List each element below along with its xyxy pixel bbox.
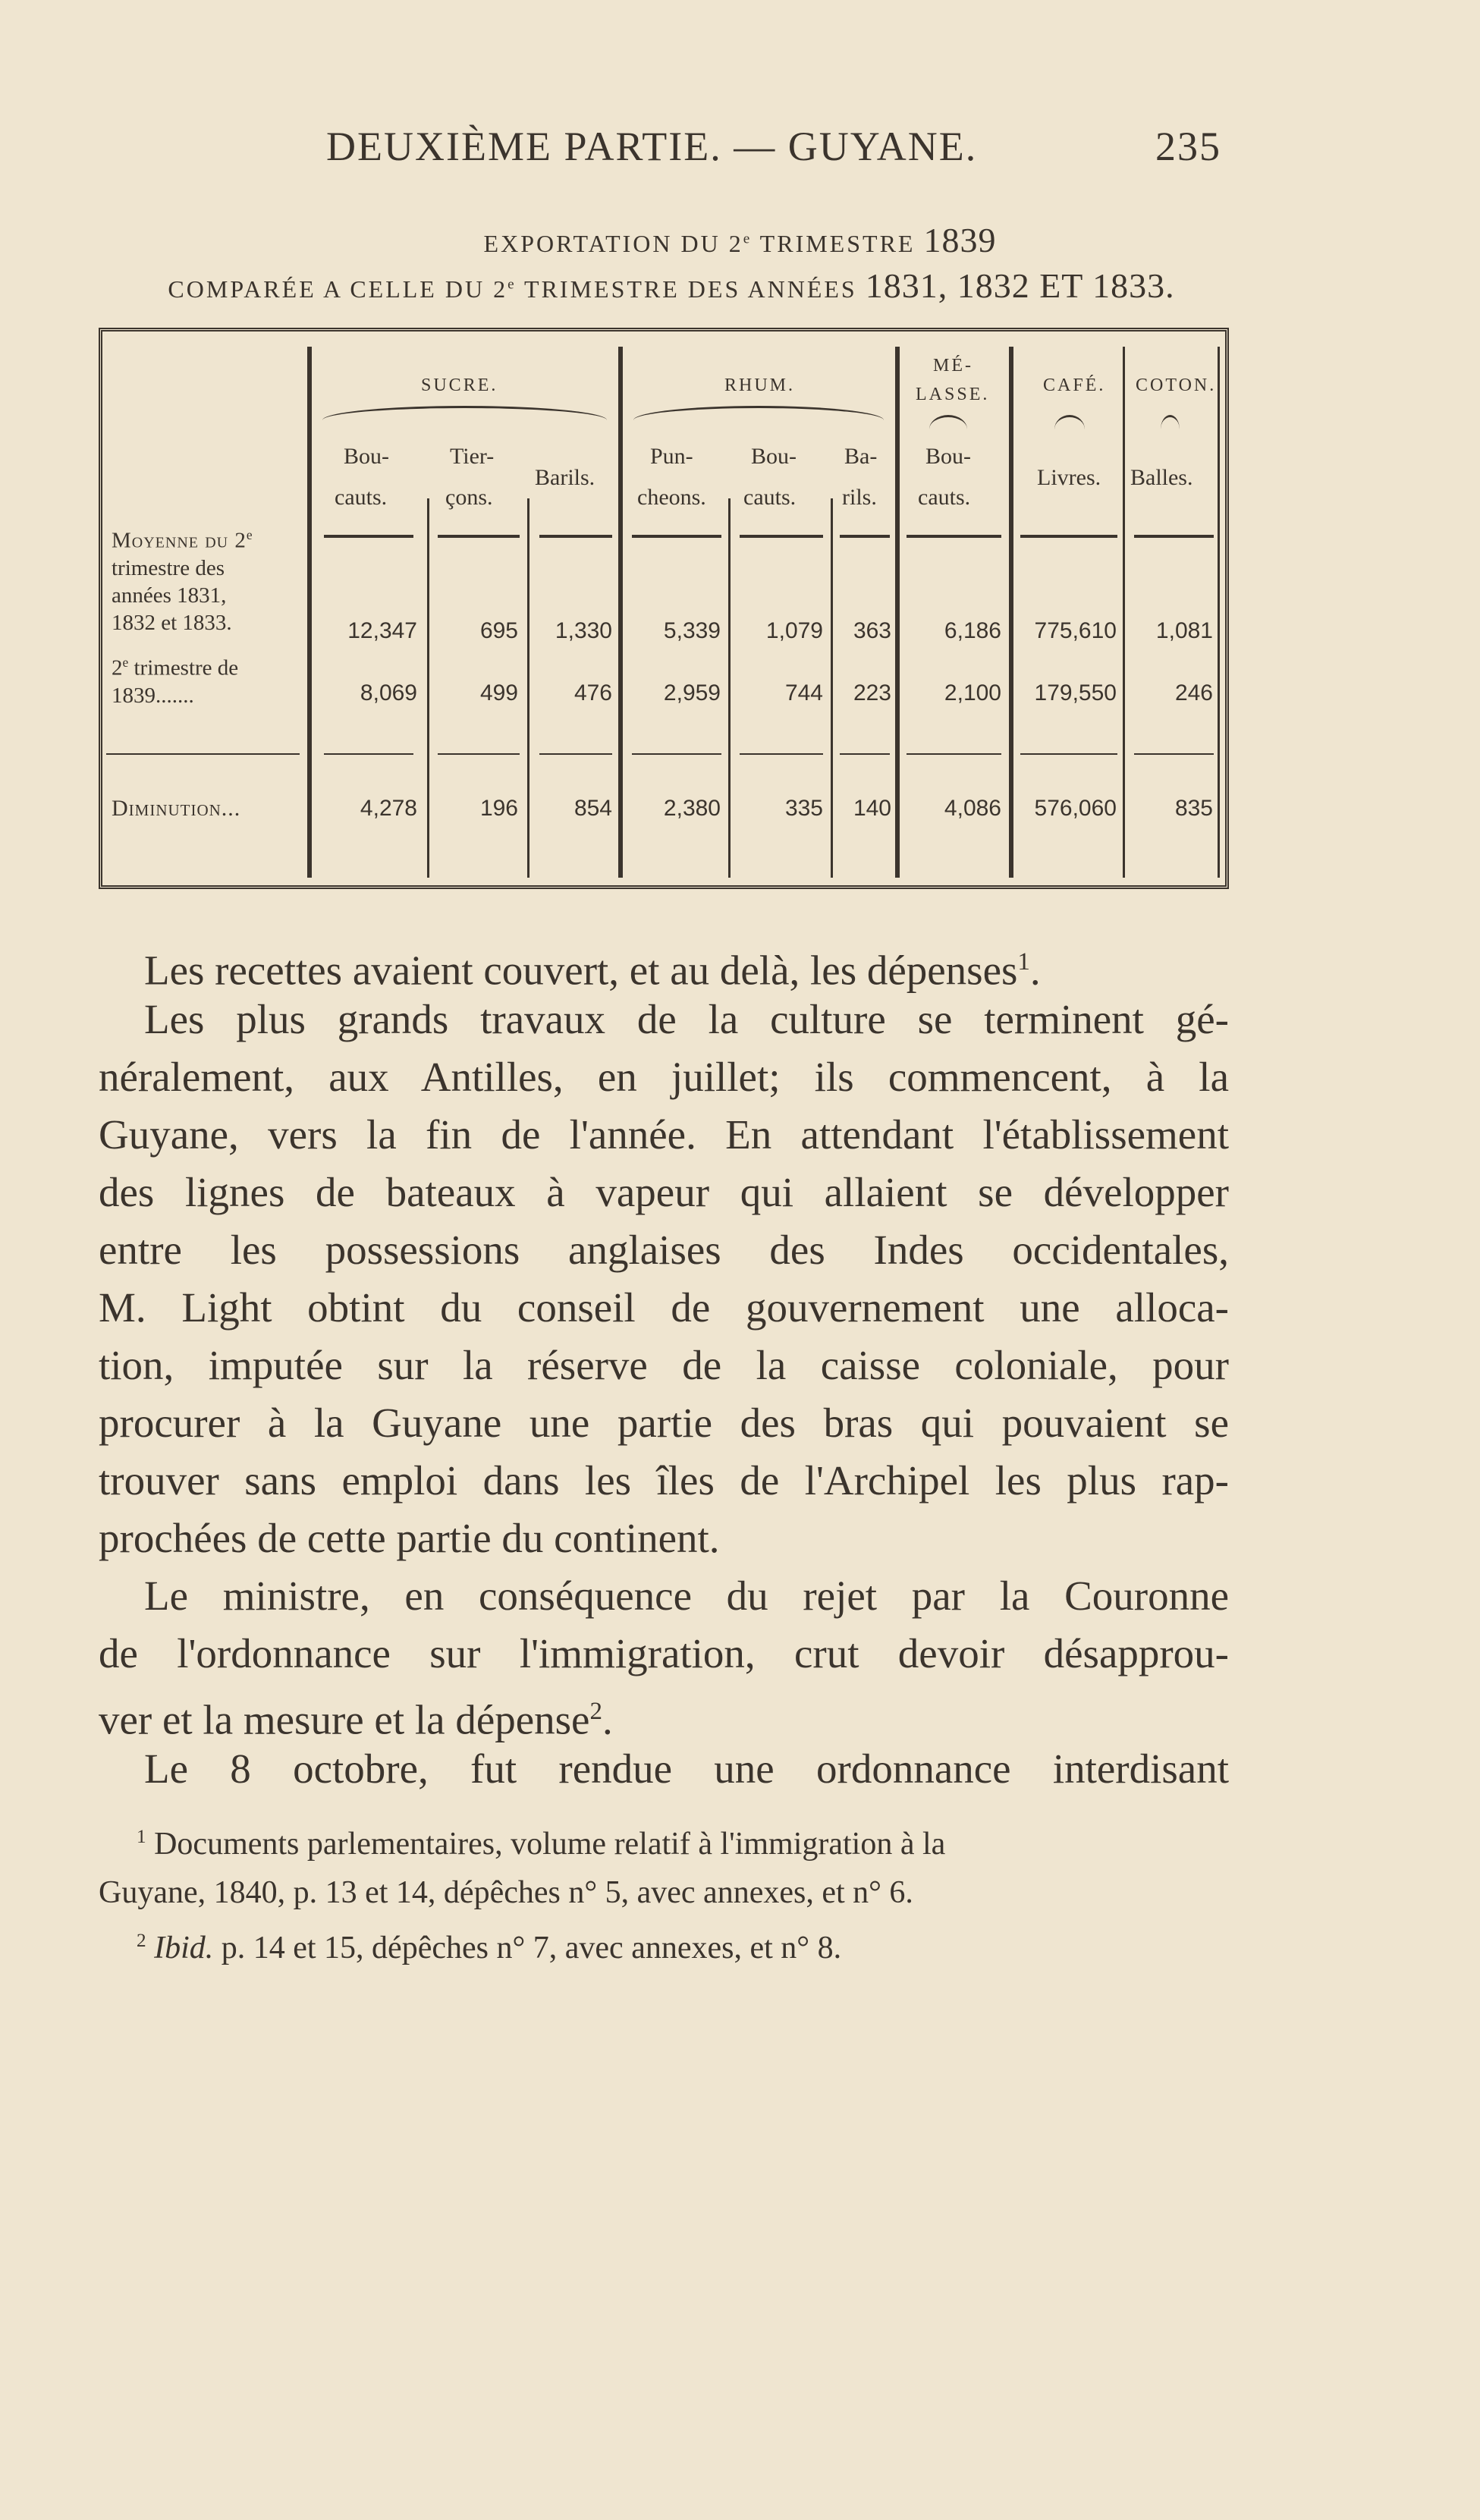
column-header: cheons. [637,485,706,510]
group-header-coton: COTON. [1136,375,1217,395]
total-rule [1134,753,1214,755]
column-rule [427,498,429,878]
total-rule [632,753,721,755]
column-header: Bou- [344,444,389,469]
footnote-mark: 2 [137,1931,146,1951]
text-line: tion, imputée sur la réserve de la caisse coloniale, pour [99,1342,1229,1388]
row-label-sup: e [122,655,129,670]
cell-1839-cafe: 179,550 [1034,680,1117,705]
group-header-sucre: SUCRE. [421,375,498,395]
cell-diminution-sucre-barils: 854 [573,796,612,821]
text-line: néralement, aux Antilles, en juillet; ils commencent, à la [99,1054,1229,1100]
header-rule [324,535,413,538]
header-rule [632,535,721,538]
paragraph-2 [99,991,1229,1567]
table-caption-line-1 [0,220,1480,260]
total-rule [740,753,823,755]
cell-moyenne-melasse: 6,186 [944,618,1001,643]
paragraph-1 [99,933,1229,999]
cell-moyenne-rhum-puncheons: 5,339 [663,618,721,643]
cell-diminution-sucre-boucauts: 4,278 [360,796,417,821]
column-header: Bou- [925,444,971,469]
footnote-text: p. 14 et 15, dépêches n° 7, avec annexes, et n° 8. [213,1931,842,1965]
cell-diminution-melasse: 4,086 [944,796,1001,821]
group-header-melasse-2: LASSE. [916,385,990,404]
caption-text: TRIMESTRE [752,230,924,257]
header-rule [907,535,1001,538]
footnote-ref: 2 [589,1698,602,1725]
footnote-1-cont: Guyane, 1840, p. 13 et 14, dépêches n° 5, avec annexes, et n° 6. [99,1875,913,1910]
cell-moyenne-rhum-barils: 363 [853,618,891,643]
caption-text: TRIMESTRE DES ANNÉES [516,275,866,303]
cell-moyenne-sucre-boucauts: 12,347 [347,618,417,643]
text-line: trouver sans emploi dans les îles de l'Archipel les plus rap- [99,1457,1229,1504]
row-label-text: 2 [112,655,123,680]
row-label-text: années 1831, [112,583,227,608]
cell-1839-melasse: 2,100 [944,680,1001,705]
column-rule [1009,347,1013,878]
column-header: Livres. [1037,465,1101,490]
column-header: cauts. [335,485,388,510]
text-line: entre les possessions anglaises des Indes occidentales, [99,1227,1229,1273]
column-rule [618,347,623,878]
row-label-text: 1839....... [112,683,194,708]
header-brace [1161,415,1180,429]
cell-moyenne-sucre-tiercons: 695 [479,618,518,643]
cell-moyenne-coton: 1,081 [1155,618,1213,643]
cell-1839-rhum-boucauts: 744 [784,680,823,705]
total-rule [907,753,1001,755]
text-line: prochées de cette partie du continent. [99,1515,720,1561]
text-line: Les recettes avaient couvert, et au delà, les dépenses$^1$. [144,947,1041,994]
cell-diminution-rhum-puncheons: 2,380 [663,796,721,821]
footnote-ibid: Ibid. [154,1931,214,1965]
running-head-title: DEUXIÈME PARTIE. — GUYANE. [326,124,978,169]
caption-sup: e [507,276,517,293]
cell-moyenne-sucre-barils: 1,330 [555,618,612,643]
row-label-text: trimestre de [128,655,239,680]
column-rule [831,498,833,878]
header-brace [322,406,607,420]
cell-1839-sucre-tiercons: 499 [479,680,518,705]
header-rule [1134,535,1214,538]
group-header-melasse-1: MÉ- [933,356,973,375]
cell-diminution-sucre-tiercons: 196 [479,796,518,821]
column-rule [1123,347,1125,878]
column-rule [307,347,312,878]
running-head [319,123,1221,176]
row-label-text: trimestre des [112,555,225,580]
column-header: Balles. [1130,465,1193,490]
column-header: Bou- [751,444,797,469]
text-line: des lignes de bateaux à vapeur qui allaient se développer [99,1169,1229,1215]
table-caption-line-2 [118,266,1225,306]
row-label-text: 1832 et 1833. [112,610,232,635]
row-label-text: Moyenne du 2 [112,528,247,553]
text-line: ver et la mesure et la dépense$^2$. [99,1696,613,1743]
column-header: Tier- [450,444,495,469]
total-rule [1020,753,1117,755]
column-rule [1218,347,1220,878]
footnote-2 [99,1917,1229,1972]
cell-moyenne-cafe: 775,610 [1034,618,1117,643]
text-line: procurer à la Guyane une partie des bras qui pouvaient se [99,1400,1229,1446]
total-rule [840,753,890,755]
total-rule [539,753,612,755]
total-rule [106,753,300,755]
column-rule [728,498,731,878]
column-header: rils. [842,485,877,510]
footnote-1 [99,1813,1229,1868]
column-header: Pun- [650,444,693,469]
column-header: çons. [445,485,493,510]
caption-text: EXPORTATION DU 2 [483,230,743,257]
cell-1839-rhum-puncheons: 2,959 [663,680,721,705]
footnotes [99,1813,1229,1972]
header-rule [740,535,823,538]
cell-1839-coton: 246 [1174,680,1213,705]
group-header-cafe: CAFÉ. [1043,375,1106,395]
text-span: Les recettes avaient couvert, et au delà, les dépenses [144,947,1018,994]
column-header: Ba- [844,444,878,469]
cell-1839-rhum-barils: 223 [853,680,891,705]
cell-diminution-cafe: 576,060 [1034,796,1117,821]
footnote-mark: 1 [137,1827,146,1847]
text-line: Le 8 octobre, fut rendue une ordonnance interdisant [144,1745,1229,1792]
page-number: 235 [1155,124,1221,169]
row-label-diminution: Diminution... [112,796,241,821]
caption-sup: e [743,231,753,247]
caption-year: 1839 [923,221,997,259]
column-header: cauts. [918,485,971,510]
column-header: cauts. [743,485,797,510]
cell-1839-sucre-barils: 476 [573,680,612,705]
column-rule [527,498,529,878]
paragraph-4 [99,1740,1229,1798]
header-rule [539,535,612,538]
caption-text: COMPARÉE A CELLE DU 2 [168,275,508,303]
cell-1839-sucre-boucauts: 8,069 [360,680,417,705]
header-brace [1054,415,1085,429]
row-label-sup: e [246,527,253,542]
export-table [99,328,1229,889]
header-brace [929,415,967,429]
group-header-rhum: RHUM. [724,375,796,395]
cell-diminution-rhum-barils: 140 [853,796,891,821]
total-rule [438,753,520,755]
header-rule [840,535,890,538]
column-header: Barils. [535,465,595,490]
total-rule [324,753,413,755]
footnote-text: Documents parlementaires, volume relatif à l'immigration à la [154,1827,946,1862]
footnote-ref: 1 [1017,948,1030,976]
header-rule [1020,535,1117,538]
column-rule [895,347,900,878]
cell-moyenne-rhum-boucauts: 1,079 [765,618,823,643]
cell-diminution-coton: 835 [1174,796,1213,821]
text-line: de l'ordonnance sur l'immigration, crut devoir désapprou- [99,1630,1229,1676]
paragraph-3 [99,1567,1229,1749]
text-line: Guyane, vers la fin de l'année. En attendant l'établissement [99,1111,1229,1158]
caption-years: 1831, 1832 ET 1833. [865,266,1175,305]
text-line: Le ministre, en conséquence du rejet par la Couronne [144,1573,1229,1619]
cell-diminution-rhum-boucauts: 335 [784,796,823,821]
text-line: Les plus grands travaux de la culture se terminent gé- [144,996,1229,1042]
header-brace [633,406,884,420]
row-label-1839 [112,649,301,709]
header-rule [438,535,520,538]
text-span: ver et la mesure et la dépense [99,1696,590,1743]
text-line: M. Light obtint du conseil de gouvernement une alloca- [99,1284,1229,1331]
row-label-moyenne [112,521,301,636]
